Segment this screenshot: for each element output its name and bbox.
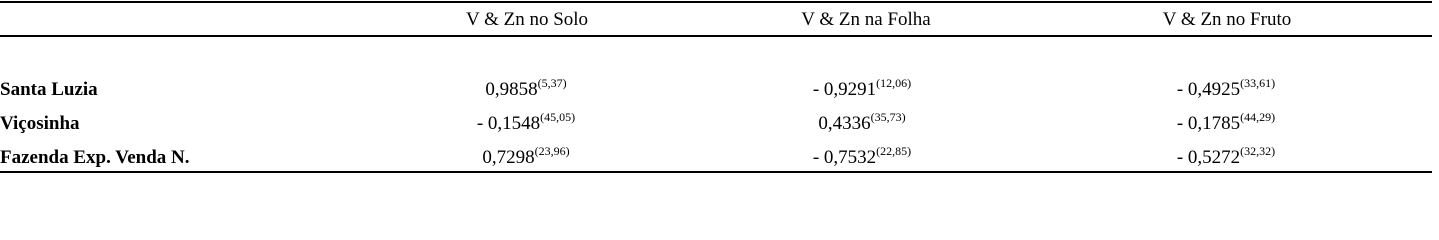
header-rule	[0, 35, 1432, 37]
row-label-vicosinha: Viçosinha	[0, 113, 80, 134]
cell-superscript: (23,96)	[534, 144, 570, 158]
cell-superscript: (22,85)	[876, 144, 912, 158]
table-cell	[1177, 112, 1275, 136]
table-cell	[813, 78, 911, 102]
table-cell	[1177, 78, 1275, 102]
table-top-rule	[0, 1, 1432, 3]
table-cell	[813, 146, 911, 170]
table-cell	[485, 78, 566, 102]
cell-superscript: (35,73)	[870, 110, 906, 124]
row-label-fazenda-exp: Fazenda Exp. Venda N.	[0, 147, 190, 168]
cell-superscript: (45,05)	[540, 110, 576, 124]
cell-value: - 0,5272	[1176, 147, 1241, 168]
cell-value: 0,7298	[482, 147, 535, 168]
cell-value: - 0,1785	[1176, 113, 1241, 134]
cell-superscript: (5,37)	[537, 76, 567, 90]
row-label-santa-luzia: Santa Luzia	[0, 79, 98, 100]
column-header-fruto: V & Zn no Fruto	[1162, 9, 1292, 30]
column-header-folha: V & Zn na Folha	[801, 9, 931, 30]
cell-value: 0,9858	[485, 79, 538, 100]
cell-superscript: (12,06)	[876, 76, 912, 90]
cell-superscript: (32,32)	[1240, 144, 1276, 158]
cell-superscript: (44,29)	[1240, 110, 1276, 124]
cell-value: 0,4336	[818, 113, 871, 134]
cell-value: - 0,9291	[812, 79, 877, 100]
table-cell	[1177, 146, 1275, 170]
table-bottom-rule	[0, 171, 1432, 173]
cell-superscript: (33,61)	[1240, 76, 1276, 90]
column-header-solo: V & Zn no Solo	[465, 9, 589, 30]
table-cell	[477, 112, 575, 136]
table-cell	[482, 146, 569, 170]
cell-value: - 0,4925	[1176, 79, 1241, 100]
cell-value: - 0,1548	[476, 113, 541, 134]
table-cell	[818, 112, 905, 136]
cell-value: - 0,7532	[812, 147, 877, 168]
